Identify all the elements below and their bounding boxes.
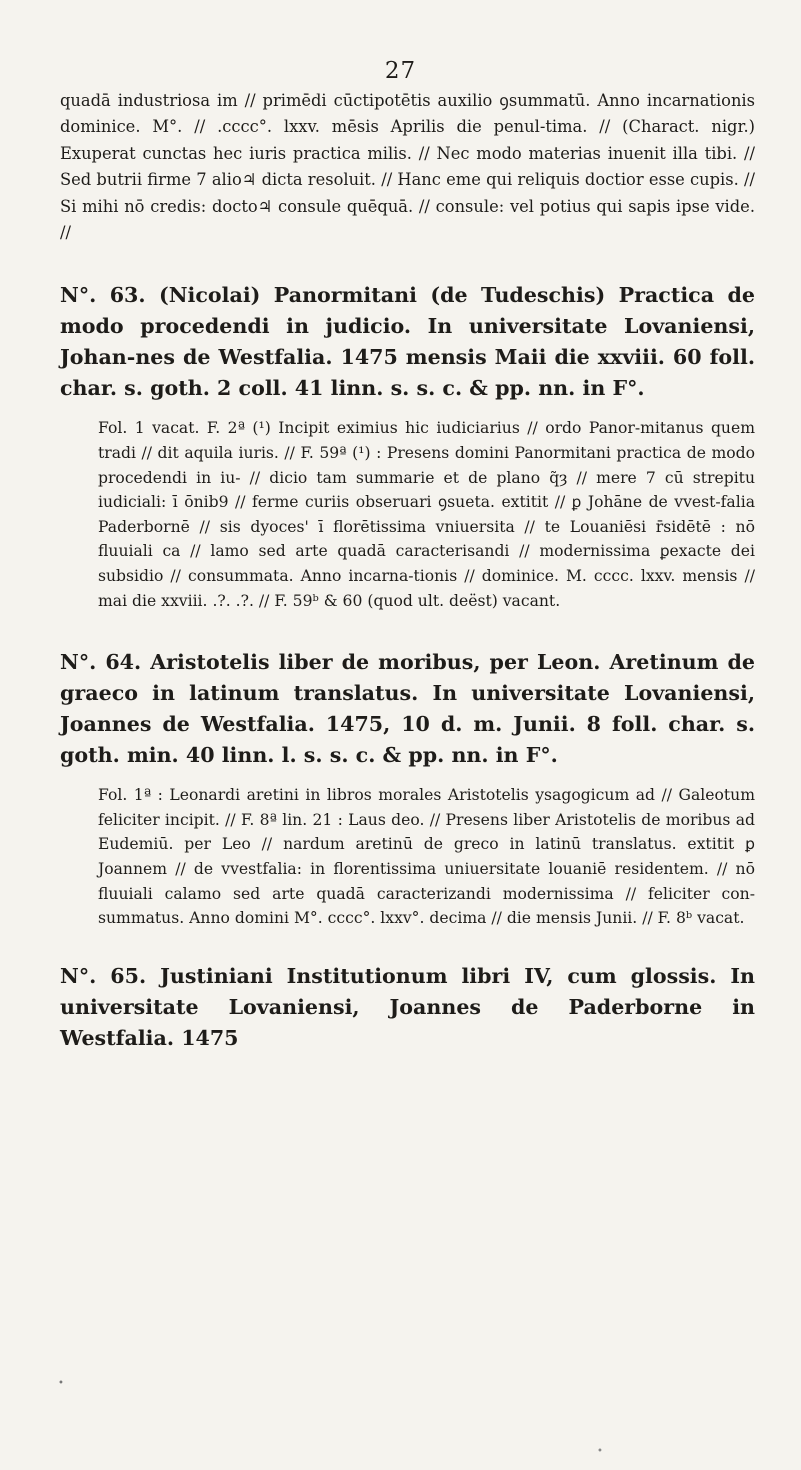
intro-paragraph: quadā industriosa im // primēdi cūctipotētis auxilio ꝯsummatū. Anno incarnationis dominice. M°. // .cccc°. lxxv. mēsis Aprilis die penul-tima. // (Charact. nigr.) Exuperat cunctas hec iuris practica milis. // Nec modo materias inuenit illa tibi. // Sed butrii firme 7 alio♃ dicta resoluit. // Hanc eme qui reliquis doctior esse cupis. // Si mihi nō credis: docto♃ consule quēquā. // consule: vel potius qui sapis ipse vide. // bbox=[60, 91, 755, 243]
page-number: 27 bbox=[384, 58, 417, 84]
ink-speck: • bbox=[58, 1378, 64, 1389]
entry-64 bbox=[60, 647, 755, 931]
entry-notes: Fol. 1 vacat. F. 2ª (¹) Incipit eximius hic iudiciarius // ordo Panor-mitanus quem tradi // dit aquila iuris. // F. 59ª (¹) : Presens domini Panormitani practica de modo procedendi in iu- // dicio tam summarie et de plano q̃ȝ // mere 7 cū strepitu iudiciali: ī ōnib9 // ferme curiis obseruari ꝯsueta. extitit // ꝑ Johāne de vvest-falia Paderbornē // sis dyoces' ī florētissima vniuersita // te Louaniēsi r̄sidētē : nō fluuiali ca // lamo sed arte quadā caracterisandi // modernissima ꝑexacte dei subsidio // consummata. Anno incarna-tionis // dominice. M. cccc. lxxv. mensis // mai die xxviii. .?. .?. // F. 59ᵇ & 60 (quod ult. deëst) vacant. bbox=[98, 419, 755, 610]
entry-65 bbox=[60, 961, 755, 1054]
page-body bbox=[60, 88, 755, 1054]
entry-heading: N°. 65. Justiniani Institutionum libri IV, cum glossis. In universitate Lovaniensi, Joannes de Paderborne in Westfalia. 1475 bbox=[60, 963, 755, 1050]
ink-speck: • bbox=[597, 1446, 603, 1457]
entry-63 bbox=[60, 280, 755, 613]
entry-heading: N°. 63. (Nicolai) Panormitani (de Tudeschis) Practica de modo procedendi in judicio. In universitate Lovaniensi, Johan-nes de Westfalia. 1475 mensis Maii die xxviii. 60 foll. char. s. goth. 2 coll. 41 linn. s. s. c. & pp. nn. in F°. bbox=[60, 283, 755, 401]
entry-notes: Fol. 1ª : Leonardi aretini in libros morales Aristotelis ysagogicum ad // Galeotum feliciter incipit. // F. 8ª lin. 21 : Laus deo. // Presens liber Aristotelis de moribus ad Eudemiū. per Leo // nardum aretinū de greco in latinū translatus. extitit ꝑ Joannem // de vvestfalia: in florentissima uniuersitate louaniē residentem. // nō fluuiali calamo sed arte quadā caracterizandi modernissima // feliciter con-summatus. Anno domini M°. cccc°. lxxv°. decima // die mensis Junii. // F. 8ᵇ vacat. bbox=[98, 786, 755, 928]
entry-heading: N°. 64. Aristotelis liber de moribus, per Leon. Aretinum de graeco in latinum translatus. In universitate Lovaniensi, Joannes de Westfalia. 1475, 10 d. m. Junii. 8 foll. char. s. goth. min. 40 linn. l. s. s. c. & pp. nn. in F°. bbox=[60, 650, 755, 768]
